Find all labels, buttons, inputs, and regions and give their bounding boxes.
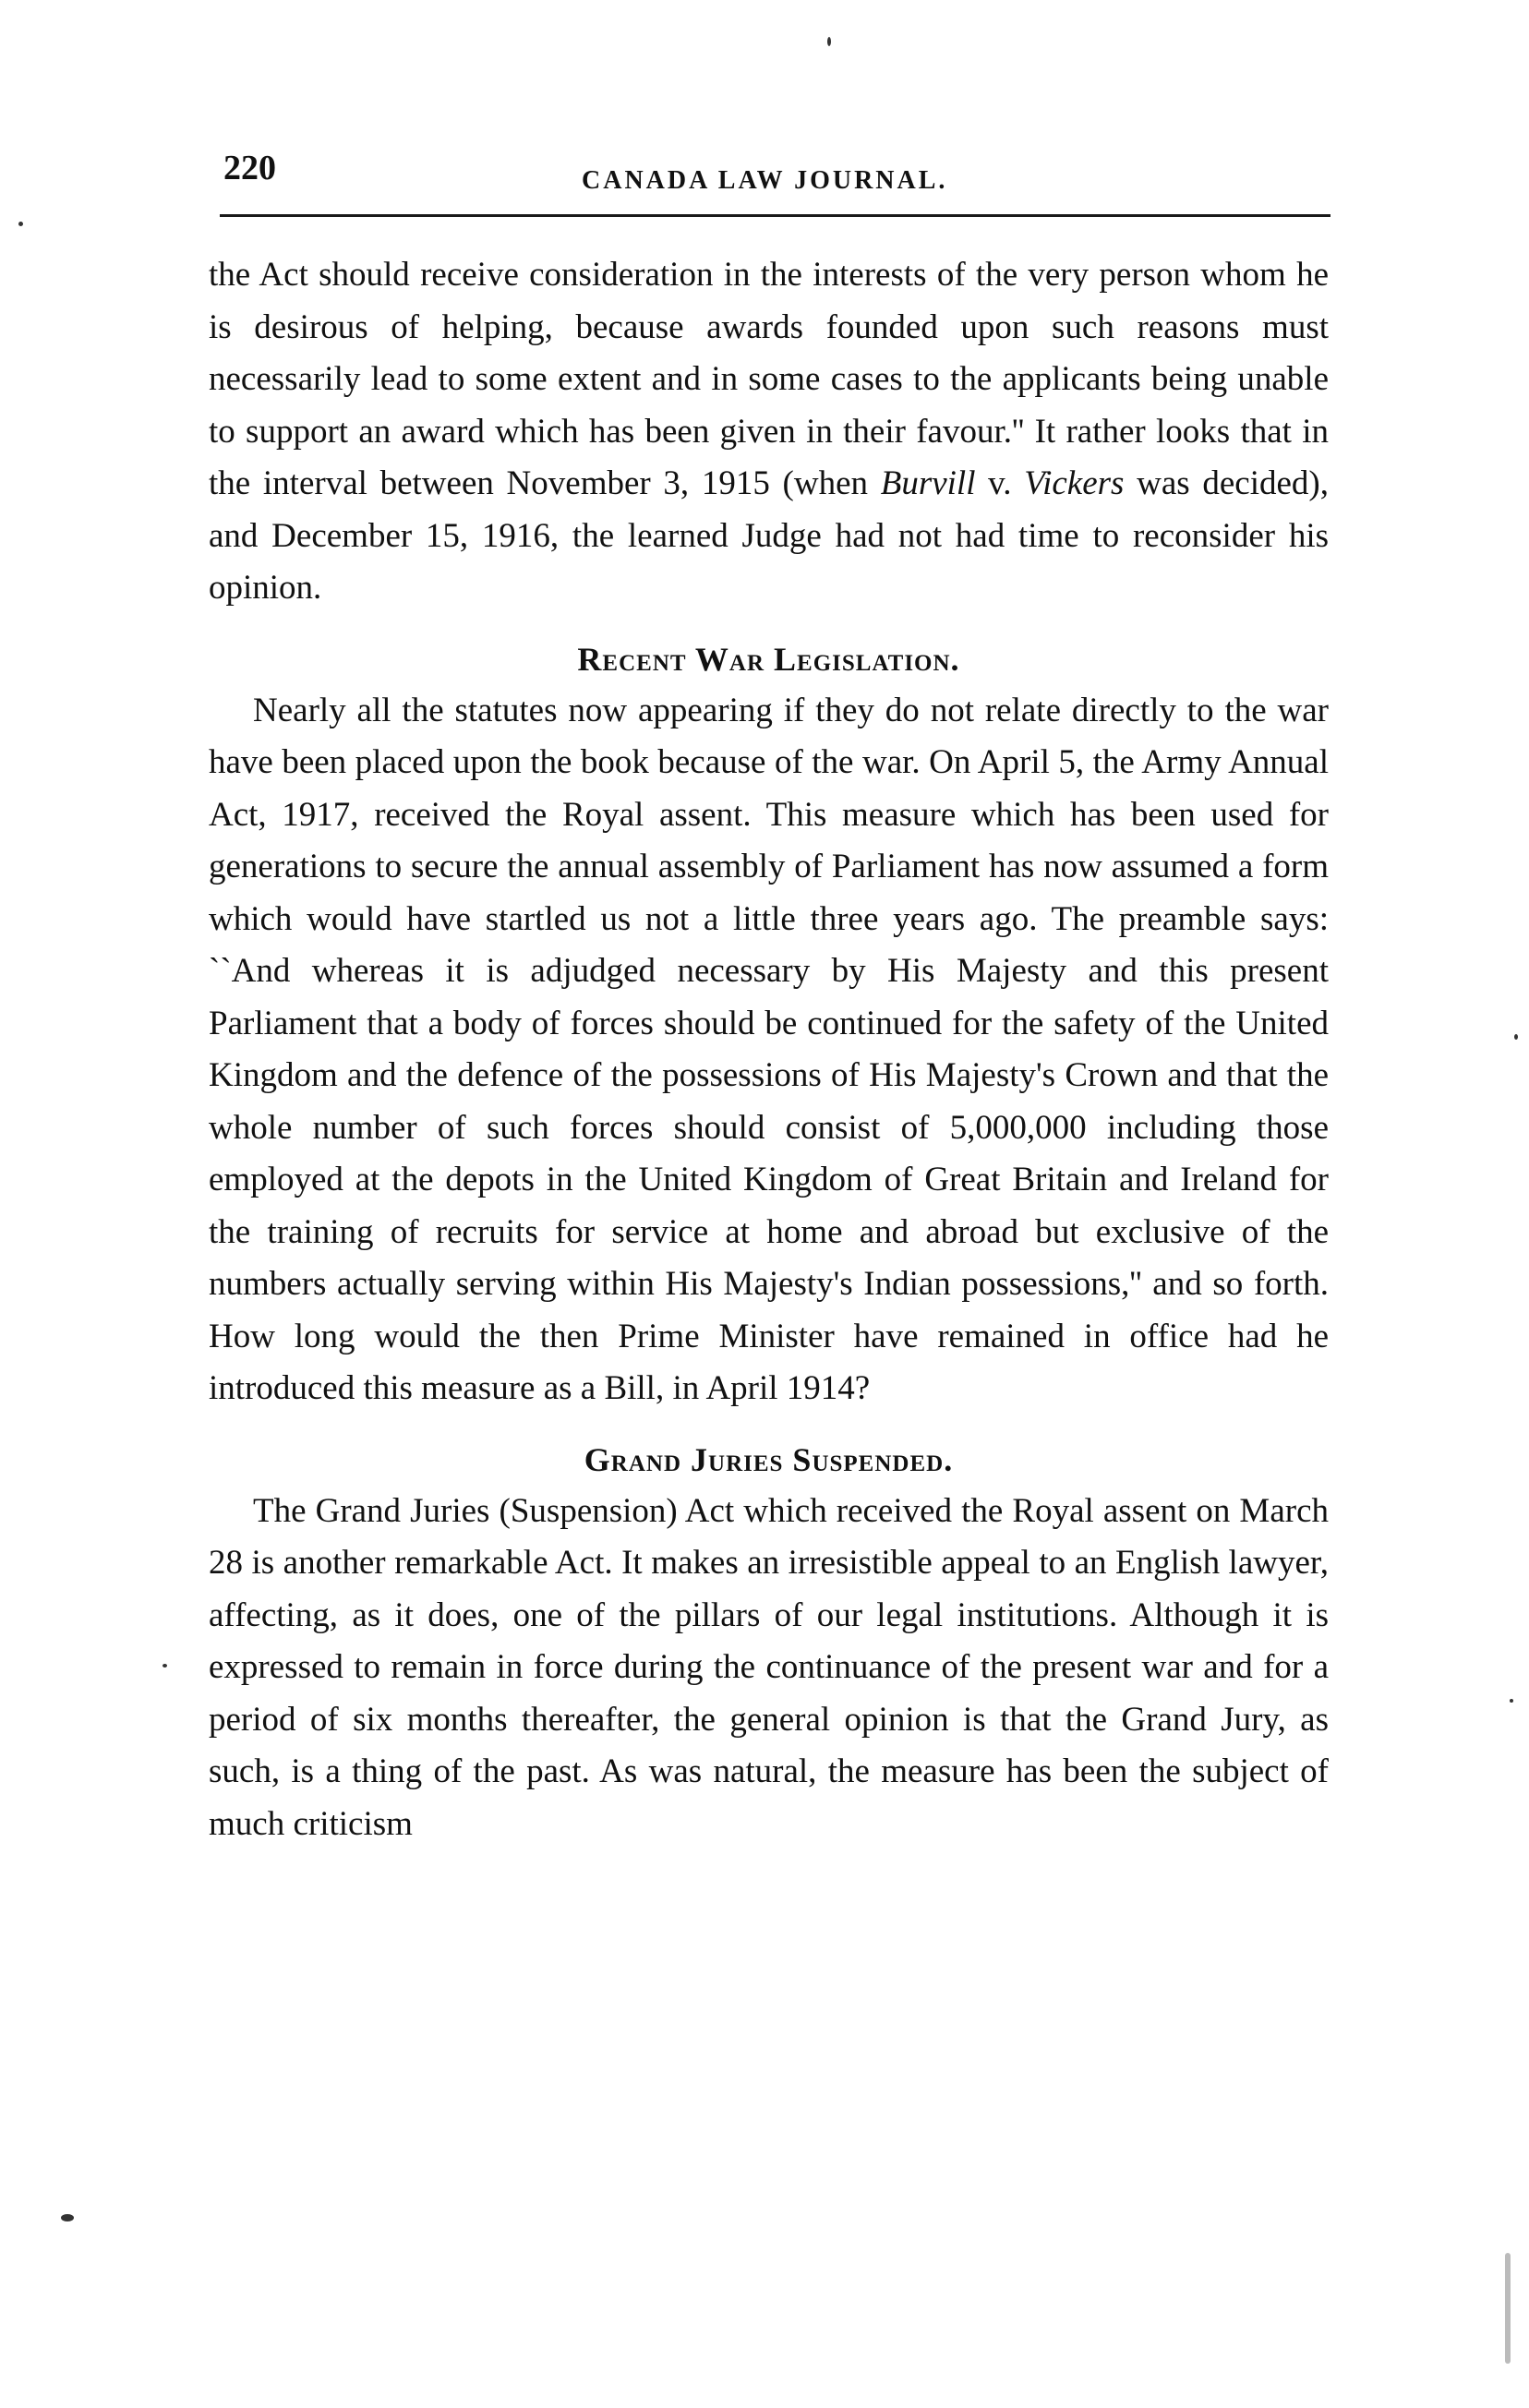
paragraph-text: the Act should receive consideration in the interests of the very person whom he is desirous of helping, because awards founded upon such reasons must necessarily lead to some extent and in some cases to the applicants being unable to support an award which has been given in their favour.'' It rather looks that in the interval between November 3, 1915 (when (209, 256, 1329, 502)
scan-speck (827, 37, 831, 46)
paragraph-text: v. (975, 464, 1025, 502)
continuation-paragraph (209, 249, 1329, 615)
scan-speck (1514, 1034, 1518, 1040)
article-body (209, 249, 1329, 1850)
section-heading-grand-juries: Grand Juries Suspended. (584, 1440, 954, 1478)
case-name: Burvill (880, 464, 976, 502)
scan-speck (61, 2214, 74, 2221)
war-legislation-paragraph: Nearly all the statutes now appearing if they do not relate directly to the war have been placed upon the book because of the war. On April 5, the Army Annual Act, 1917, received the Royal assent. This measure which has been used for generations to secure the annual assembly of Parliament has now assumed a form which would have startled us not a little three years ago. The preamble says: ``And whereas it is adjudged necessary by His Majesty and this present Parliament that a body of forces should be continued for the safety of the United Kingdom and the defence of the possessions of His Majesty's Crown and that the whole number of such forces should consist of 5,000,000 including those employed at the depots in the United Kingdom of Great Britain and Ireland for the training of recruits for service at home and abroad but exclusive of the numbers actually serving within His Majesty's Indian possessions,'' and so forth. How long would the then Prime Minister have remained in office had he introduced this measure as a Bill, in April 1914? (209, 691, 1329, 1407)
scan-speck (1505, 2253, 1511, 2364)
scan-speck (1510, 1699, 1513, 1703)
paragraph-text: was decided), and December 15, 1916, the learned Judge had not had time to reconsider his opinion. (209, 464, 1329, 607)
header-rule (220, 214, 1330, 217)
scan-speck (163, 1664, 167, 1668)
page-header (220, 137, 1328, 201)
scan-speck (18, 222, 23, 226)
running-title: CANADA LAW JOURNAL. (582, 166, 948, 195)
page-number: 220 (223, 149, 276, 187)
section-heading-war-legislation: Recent War Legislation. (577, 640, 960, 678)
case-name: Vickers (1024, 464, 1125, 502)
grand-juries-paragraph: The Grand Juries (Suspension) Act which received the Royal assent on March 28 is another remarkable Act. It makes an irresistible appeal to an English lawyer, affecting, as it does, one of the pillars of our legal institutions. Although it is expressed to remain in force during the continuance of the present war and for a period of six months thereafter, the general opinion is that the Grand Jury, as such, is a thing of the past. As was natural, the measure has been the subject of much criticism (209, 1491, 1329, 1843)
